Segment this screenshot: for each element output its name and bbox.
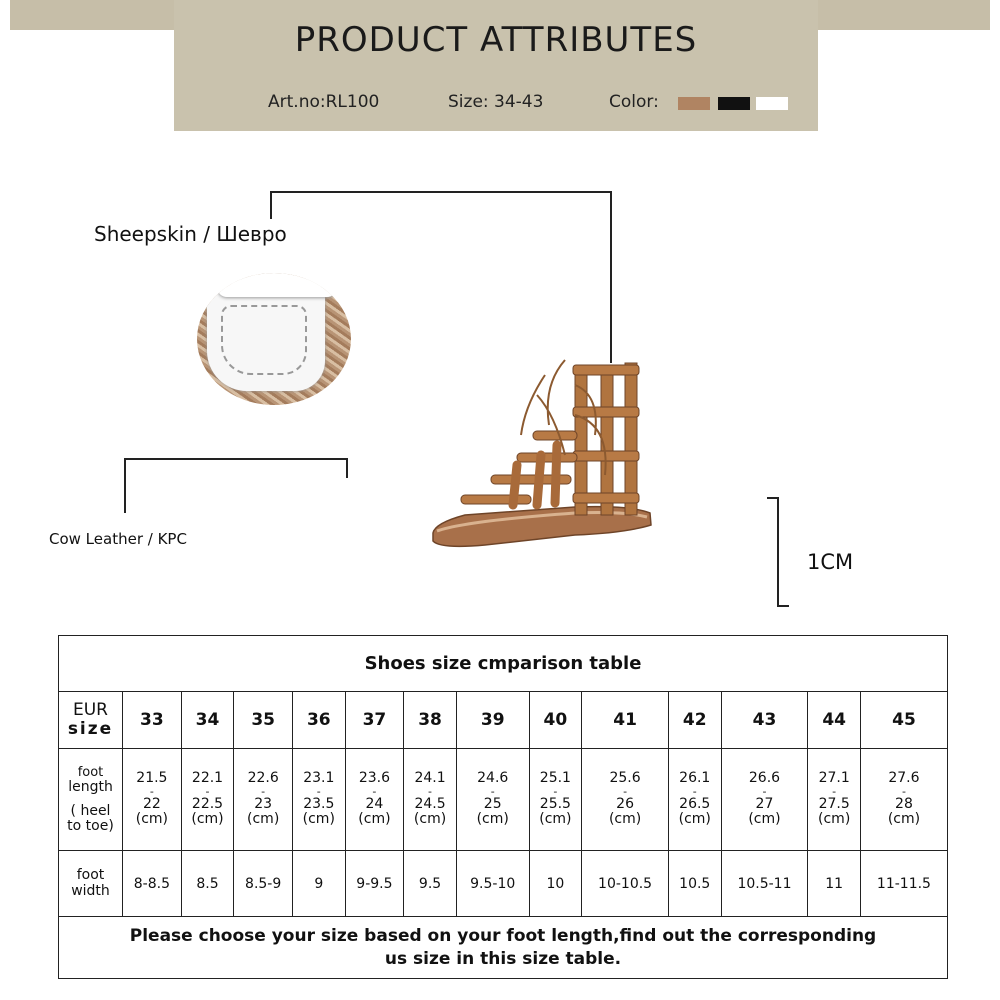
article-number: Art.no:RL100 bbox=[268, 92, 380, 112]
eur-size-cell: 45 bbox=[860, 692, 947, 749]
foot-length-unit: (cm) bbox=[413, 811, 447, 828]
foot-width-cell: 10 bbox=[529, 851, 582, 917]
sole-material-label: Cow Leather / KPC bbox=[49, 530, 187, 548]
eur-size-cell: 35 bbox=[234, 692, 293, 749]
foot-length-unit: (cm) bbox=[247, 811, 280, 828]
foot-length-unit: (cm) bbox=[887, 811, 921, 828]
foot-width-cell: 10.5 bbox=[669, 851, 722, 917]
foot-length-to: 25 bbox=[483, 795, 502, 812]
eur-size-cell: 36 bbox=[293, 692, 346, 749]
foot-length-cell: 22.6 - 23 (cm) bbox=[234, 749, 293, 851]
foot-length-header: foot length ( heel to toe) bbox=[59, 749, 123, 851]
foot-length-from: 24.1 bbox=[414, 770, 446, 787]
foot-length-unit: (cm) bbox=[818, 811, 851, 828]
foot-length-unit: (cm) bbox=[302, 811, 335, 828]
foot-length-unit: (cm) bbox=[608, 811, 642, 828]
product-attributes-header bbox=[174, 0, 818, 131]
footnote-line-2: us size in this size table. bbox=[384, 948, 622, 969]
callout-line-upper-top bbox=[270, 191, 612, 193]
foot-length-to: 23 bbox=[254, 795, 273, 812]
heel-height-label: 1CM bbox=[807, 550, 854, 574]
heel-height-indicator-top bbox=[767, 497, 778, 499]
foot-width-cell: 8.5 bbox=[181, 851, 234, 917]
callout-line-upper-left bbox=[270, 191, 272, 219]
foot-width-cell: 9.5-10 bbox=[456, 851, 529, 917]
foot-length-from: 21.5 bbox=[136, 770, 168, 787]
eur-size-header: EUR size bbox=[59, 692, 123, 749]
size-comparison-table bbox=[58, 635, 948, 979]
foot-length-row bbox=[59, 749, 948, 851]
color-swatch-black bbox=[718, 97, 750, 110]
foot-length-to: 24 bbox=[365, 795, 384, 812]
foot-length-unit: (cm) bbox=[678, 811, 711, 828]
foot-length-cell: 27.1 - 27.5 (cm) bbox=[808, 749, 861, 851]
eur-size-cell: 33 bbox=[123, 692, 182, 749]
eur-size-cell: 42 bbox=[669, 692, 722, 749]
callout-line-sole-left bbox=[124, 458, 126, 513]
foot-width-cell: 9.5 bbox=[404, 851, 457, 917]
foot-length-cell: 21.5 - 22 (cm) bbox=[123, 749, 182, 851]
foot-length-to: 28 bbox=[895, 795, 913, 812]
foot-length-to: 24.5 bbox=[414, 795, 446, 812]
callout-line-sole-right bbox=[346, 458, 348, 478]
foot-length-cell: 22.1 - 22.5 (cm) bbox=[181, 749, 234, 851]
heel-height-indicator-bottom bbox=[777, 605, 789, 607]
foot-length-cell: 25.6 - 26 (cm) bbox=[582, 749, 669, 851]
foot-width-cell: 10.5-11 bbox=[721, 851, 808, 917]
foot-length-cell: 25.1 - 25.5 (cm) bbox=[529, 749, 582, 851]
foot-length-unit: (cm) bbox=[539, 811, 572, 828]
foot-width-header: foot width bbox=[59, 851, 123, 917]
size-range: Size: 34-43 bbox=[448, 92, 544, 112]
foot-width-cell: 11 bbox=[808, 851, 861, 917]
foot-length-from: 25.1 bbox=[539, 770, 571, 787]
eur-size-cell: 40 bbox=[529, 692, 582, 749]
foot-width-cell: 8.5-9 bbox=[234, 851, 293, 917]
foot-width-cell: 11-11.5 bbox=[860, 851, 947, 917]
foot-length-from: 26.1 bbox=[679, 770, 711, 787]
eur-size-cell: 44 bbox=[808, 692, 861, 749]
foot-length-cell: 24.1 - 24.5 (cm) bbox=[404, 749, 457, 851]
footnote-line-1: Please choose your size based on your foot length,find out the corresponding bbox=[129, 926, 877, 947]
foot-length-from: 23.1 bbox=[303, 770, 335, 787]
header-stripe-left bbox=[10, 0, 180, 30]
foot-length-to: 25.5 bbox=[539, 795, 571, 812]
eur-size-cell: 43 bbox=[721, 692, 808, 749]
foot-width-cell: 10-10.5 bbox=[582, 851, 669, 917]
foot-length-to: 26.5 bbox=[679, 795, 711, 812]
callout-line-upper-right bbox=[610, 191, 612, 363]
foot-length-cell: 26.6 - 27 (cm) bbox=[721, 749, 808, 851]
eur-size-cell: 34 bbox=[181, 692, 234, 749]
color-label: Color: bbox=[609, 92, 659, 112]
foot-length-from: 23.6 bbox=[358, 770, 390, 787]
foot-length-from: 26.6 bbox=[748, 770, 781, 787]
foot-length-from: 25.6 bbox=[609, 770, 641, 787]
eur-size-cell: 38 bbox=[404, 692, 457, 749]
foot-length-cell: 23.6 - 24 (cm) bbox=[345, 749, 404, 851]
foot-length-to: 22.5 bbox=[191, 795, 224, 812]
color-swatch-white bbox=[756, 97, 788, 110]
size-table-title: Shoes size cmparison table bbox=[59, 636, 948, 692]
foot-length-unit: (cm) bbox=[748, 811, 781, 828]
foot-length-cell: 23.1 - 23.5 (cm) bbox=[293, 749, 346, 851]
foot-width-cell: 9 bbox=[293, 851, 346, 917]
foot-length-from: 27.1 bbox=[818, 770, 850, 787]
eur-size-cell: 39 bbox=[456, 692, 529, 749]
foot-length-from: 27.6 bbox=[888, 770, 920, 787]
page-title: PRODUCT ATTRIBUTES bbox=[294, 20, 698, 60]
foot-length-cell: 27.6 - 28 (cm) bbox=[860, 749, 947, 851]
callout-line-sole-top bbox=[124, 458, 347, 460]
foot-length-to: 26 bbox=[616, 795, 634, 812]
foot-length-unit: (cm) bbox=[476, 811, 509, 828]
foot-length-unit: (cm) bbox=[191, 811, 224, 828]
foot-length-to: 23.5 bbox=[303, 795, 335, 812]
sheepskin-detail-image bbox=[197, 273, 351, 405]
eur-size-cell: 41 bbox=[582, 692, 669, 749]
heel-height-indicator-vertical bbox=[777, 497, 779, 607]
foot-length-to: 27 bbox=[755, 795, 774, 812]
color-swatch-brown bbox=[678, 97, 710, 110]
eur-size-row bbox=[59, 692, 948, 749]
foot-length-from: 22.6 bbox=[247, 770, 279, 787]
foot-length-cell: 24.6 - 25 (cm) bbox=[456, 749, 529, 851]
foot-length-cell: 26.1 - 26.5 (cm) bbox=[669, 749, 722, 851]
foot-length-to: 22 bbox=[142, 795, 161, 812]
foot-length-to: 27.5 bbox=[818, 795, 850, 812]
foot-width-row bbox=[59, 851, 948, 917]
eur-size-cell: 37 bbox=[345, 692, 404, 749]
foot-length-unit: (cm) bbox=[135, 811, 169, 828]
gladiator-sandal-image bbox=[425, 355, 660, 555]
foot-length-from: 24.6 bbox=[477, 770, 509, 787]
foot-length-unit: (cm) bbox=[358, 811, 391, 828]
foot-width-cell: 8-8.5 bbox=[123, 851, 182, 917]
foot-length-from: 22.1 bbox=[191, 770, 224, 787]
header-stripe-right bbox=[815, 0, 990, 30]
upper-material-label: Sheepskin / Шевро bbox=[94, 222, 287, 246]
foot-width-cell: 9-9.5 bbox=[345, 851, 404, 917]
size-table-footnote bbox=[59, 917, 948, 979]
